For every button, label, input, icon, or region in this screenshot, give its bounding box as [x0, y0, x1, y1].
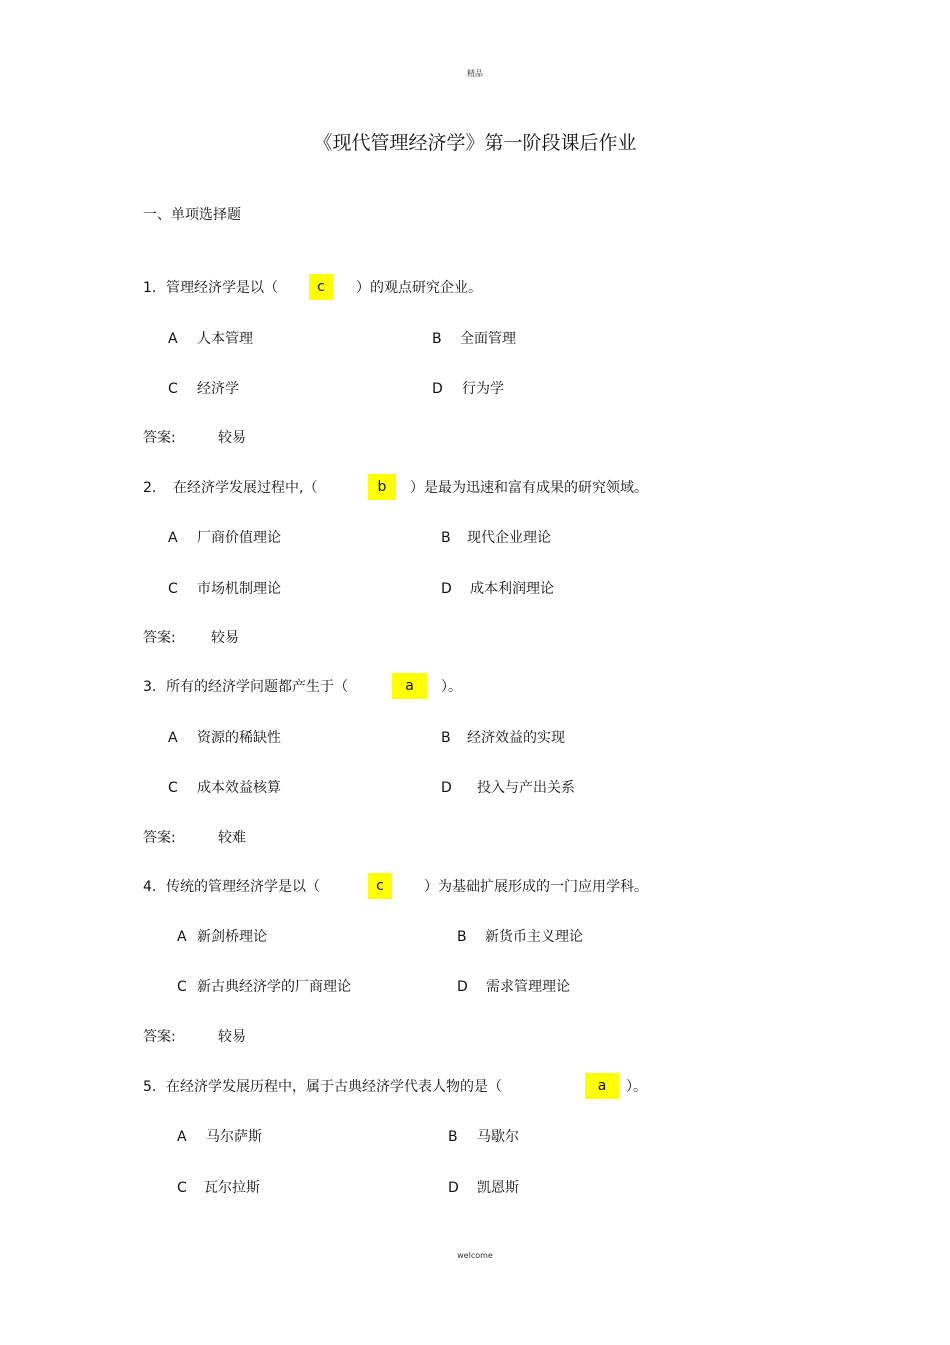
option-text: 人本管理 [197, 331, 253, 347]
option-letter: B [448, 1129, 458, 1145]
question-stem-before: 传统的管理经济学是以（ [166, 879, 320, 895]
difficulty: 较难 [218, 830, 246, 846]
difficulty: 较易 [218, 430, 246, 446]
question-stem-after: ）。 [626, 1079, 647, 1095]
option-text: 新货币主义理论 [485, 929, 583, 945]
document-title: 《现代管理经济学》第一阶段课后作业 [313, 132, 637, 154]
question-number: 3. [143, 679, 157, 695]
question-stem-after: ）是最为迅速和富有成果的研究领域。 [410, 480, 648, 496]
option-letter: D [457, 979, 468, 995]
option-letter: B [432, 331, 442, 347]
option-text: 成本效益核算 [197, 780, 281, 796]
difficulty: 较易 [211, 630, 239, 646]
option-text: 经济效益的实现 [467, 730, 565, 746]
question-stem-before: 在经济学发展过程中,（ [173, 480, 318, 496]
answer-label: 答案: [143, 430, 176, 446]
option-letter: C [168, 780, 178, 796]
question-stem-after: ）。 [441, 679, 462, 695]
option-text: 行为学 [462, 381, 504, 397]
option-text: 需求管理理论 [486, 979, 570, 995]
option-letter: D [441, 581, 452, 597]
option-letter: A [177, 1129, 187, 1145]
option-text: 投入与产出关系 [477, 780, 575, 796]
option-text: 厂商价值理论 [197, 530, 281, 546]
option-letter: D [432, 381, 443, 397]
answer-highlight: c [368, 873, 392, 899]
answer-highlight: a [392, 673, 427, 699]
option-letter: B [441, 530, 451, 546]
question-stem-after: ）的观点研究企业。 [356, 280, 482, 296]
question-stem-before: 所有的经济学问题都产生于（ [166, 679, 348, 695]
difficulty: 较易 [218, 1029, 246, 1045]
question-stem-before: 管理经济学是以（ [166, 280, 278, 296]
option-letter: D [448, 1180, 459, 1196]
option-text: 瓦尔拉斯 [204, 1180, 260, 1196]
option-text: 现代企业理论 [467, 530, 551, 546]
question-stem-after: ）为基础扩展形成的一门应用学科。 [424, 879, 648, 895]
option-letter: C [177, 1180, 187, 1196]
question-number: 4. [143, 879, 157, 895]
answer-highlight: c [309, 274, 333, 300]
question-stem-before: 在经济学发展历程中，属于古典经济学代表人物的是（ [166, 1079, 502, 1095]
question-number: 5. [143, 1079, 157, 1095]
section-heading: 一、单项选择题 [143, 207, 241, 223]
option-text: 马歇尔 [477, 1129, 519, 1145]
answer-label: 答案: [143, 1029, 176, 1045]
option-text: 新剑桥理论 [197, 929, 267, 945]
option-letter: B [457, 929, 467, 945]
option-letter: A [177, 929, 187, 945]
option-letter: C [177, 979, 187, 995]
question-number: 2. [143, 480, 157, 496]
answer-label: 答案: [143, 630, 176, 646]
question-number: 1. [143, 280, 157, 296]
option-letter: D [441, 780, 452, 796]
option-letter: A [168, 331, 178, 347]
option-text: 经济学 [197, 381, 239, 397]
option-text: 新古典经济学的厂商理论 [197, 979, 351, 995]
option-letter: B [441, 730, 451, 746]
answer-label: 答案: [143, 830, 176, 846]
page-footer: welcome [457, 1251, 493, 1260]
page-header: 精品 [467, 69, 483, 78]
option-text: 成本利润理论 [470, 581, 554, 597]
option-text: 马尔萨斯 [206, 1129, 262, 1145]
answer-highlight: b [368, 474, 396, 500]
option-letter: C [168, 581, 178, 597]
answer-highlight: a [585, 1073, 619, 1099]
option-text: 全面管理 [460, 331, 516, 347]
option-text: 凯恩斯 [477, 1180, 519, 1196]
option-letter: A [168, 730, 178, 746]
option-text: 资源的稀缺性 [197, 730, 281, 746]
option-text: 市场机制理论 [197, 581, 281, 597]
option-letter: C [168, 381, 178, 397]
option-letter: A [168, 530, 178, 546]
